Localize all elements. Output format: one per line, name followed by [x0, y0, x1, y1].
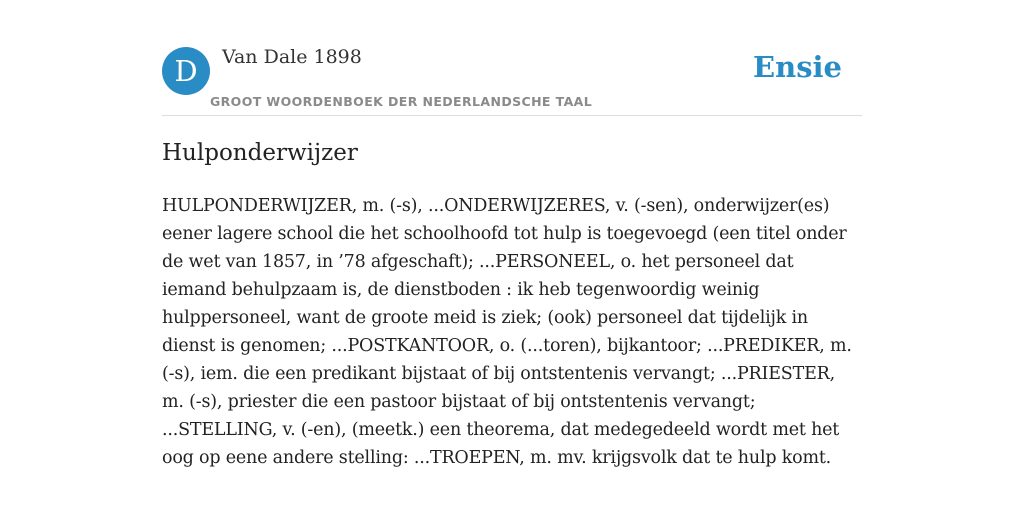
header-divider	[162, 115, 862, 116]
entry-card	[162, 0, 862, 512]
entry-definition: HULPONDERWIJZER, m. (-s), ...ONDERWIJZERES, v. (-sen), onderwijzer(es) eener lagere school die het schoolhoofd tot hulp is toegevoegd (een titel onder de wet van 1857, in ’78 afgeschaft); ...PERSONEEL, o. het personeel dat iemand behulpzaam is, de dienstboden : ik heb tegenwoordig weinig hulppersoneel, want de groote meid is ziek; (ook) personeel dat tijdelijk in dienst is genomen; ...POSTKANTOOR, o. (...toren), bijkantoor; ...PREDIKER, m. (-s), iem. die een predikant bijstaat of bij ontstentenis vervangt; ...PRIESTER, m. (-s), priester die een pastoor bijstaat of bij ontstentenis vervangt; ...STELLING, v. (-en), (meetk.) een theorema, dat medegedeeld wordt met het oog op eene andere stelling: ...TROEPEN, m. mv. krijgsvolk dat te hulp komt.	[162, 196, 852, 468]
ensie-logo[interactable]: Ensie	[753, 50, 842, 84]
source-avatar[interactable]: D	[162, 47, 210, 95]
source-title[interactable]: Van Dale 1898	[222, 46, 362, 68]
source-subtitle: GROOT WOORDENBOEK DER NEDERLANDSCHE TAAL	[210, 94, 593, 109]
entry-headword: Hulponderwijzer	[162, 140, 358, 166]
